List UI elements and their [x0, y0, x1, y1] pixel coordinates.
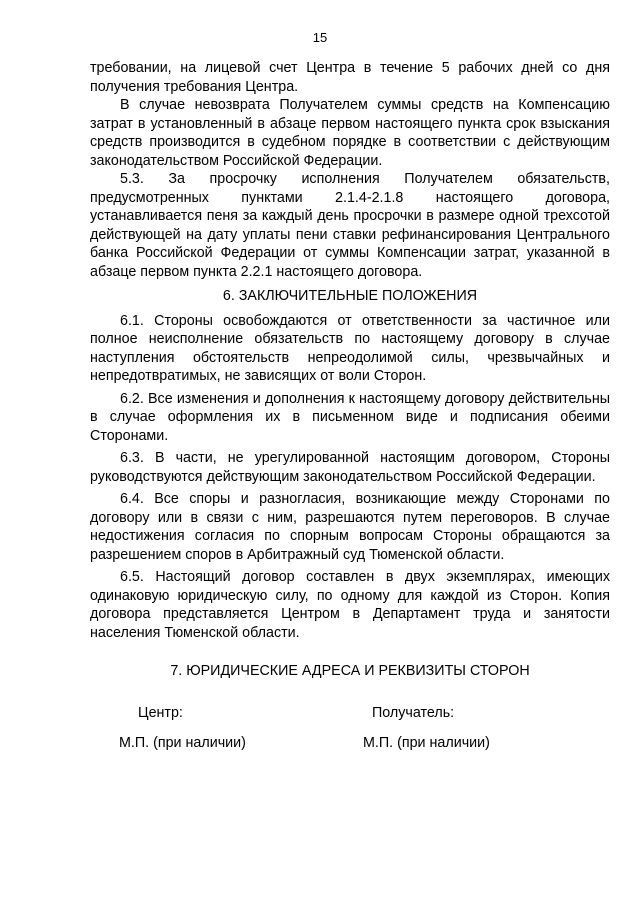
paragraph-6-4: 6.4. Все споры и разногласия, возникающие между Сторонами по договору или в связи с ним, разрешаются путем переговоров. В случае недостижения согласия по спорным вопросам Стороны обращаются за разрешением споров в Арбитражный суд Тюменской области.: [90, 491, 610, 563]
center-stamp: М.П. (при наличии): [119, 734, 246, 751]
paragraph-6-1: 6.1. Стороны освобождаются от ответственности за частичное или полное неисполнение обязательств по настоящему договору в случае наступления обстоятельств непреодолимой силы, чрезвычайных и непредотвратимых, не зависящих от воли Сторон.: [90, 312, 610, 384]
recipient-stamp: М.П. (при наличии): [363, 734, 490, 751]
section-7-title: 7. ЮРИДИЧЕСКИЕ АДРЕСА И РЕКВИЗИТЫ СТОРОН: [170, 663, 530, 679]
paragraph-continuation: требовании, на лицевой счет Центра в течение 5 рабочих дней со дня получения требования Центра.: [90, 60, 610, 95]
stamp-row: [90, 734, 610, 753]
recipient-label: Получатель:: [372, 704, 455, 721]
signature-labels-row: [90, 704, 610, 723]
paragraph-6-2: 6.2. Все изменения и дополнения к настоящему договору действительны в случае оформления их в письменном виде и подписания обеими Сторонами.: [90, 390, 610, 444]
paragraph-6-3: 6.3. В части, не урегулированной настоящим договором, Стороны руководствуются действующим законодательством Российской Федерации.: [90, 450, 610, 485]
paragraph-6-5: 6.5. Настоящий договор составлен в двух экземплярах, имеющих одинаковую юридическую силу, по одному для каждой из Сторон. Копия договора представляется Центром в Департамент труда и занятости населения Тюменской области.: [90, 569, 610, 641]
paragraph-5-3: 5.3. За просрочку исполнения Получателем обязательств, предусмотренных пунктами 2.1.4-2.1.8 настоящего договора, устанавливается пеня за каждый день просрочки в размере одной трехсотой действующей на дату уплаты пени ставки рефинансирования Центрального банка Российской Федерации от суммы Компенсации затрат, указанной в абзаце первом пункта 2.2.1 настоящего договора.: [90, 171, 610, 280]
section-6-title: 6. ЗАКЛЮЧИТЕЛЬНЫЕ ПОЛОЖЕНИЯ: [222, 288, 478, 304]
paragraph-nonrefund: В случае невозврата Получателем суммы средств на Компенсацию затрат в установленный в абзаце первом настоящего пункта срок взыскания средств производится в судебном порядке в соответствии с действующим законодательством Российской Федерации.: [90, 97, 610, 169]
document-body: [90, 59, 610, 753]
page-number: 15: [312, 30, 328, 45]
center-label: Центр:: [138, 704, 183, 721]
